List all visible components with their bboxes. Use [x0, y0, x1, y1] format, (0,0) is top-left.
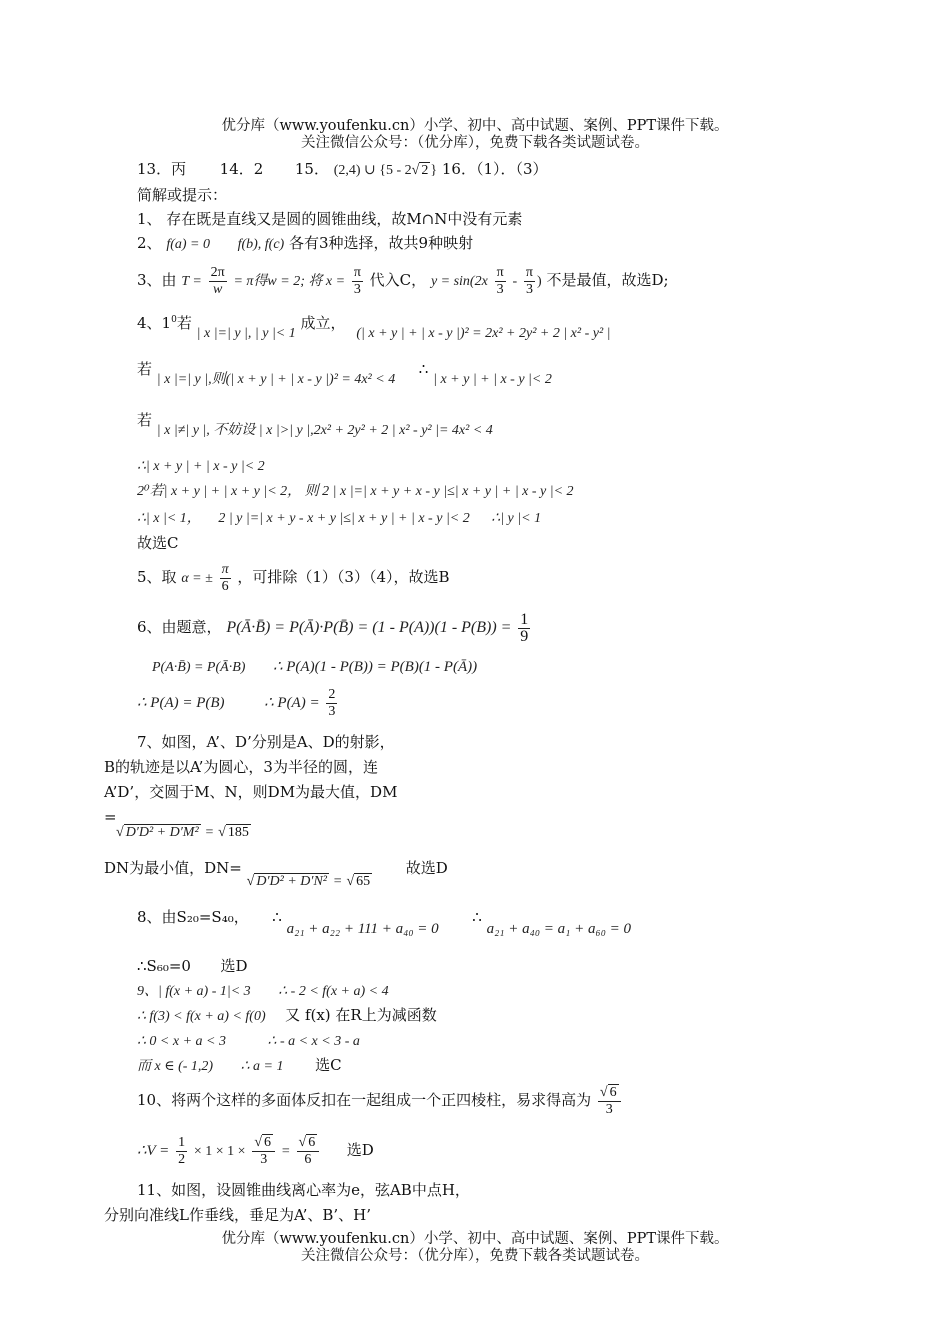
s4-equation-1: (| x + y | + | x - y |)² = 2x² + 2y² + 2 | x² - y² | — [356, 326, 611, 341]
s8-select: 选D — [220, 957, 248, 975]
s10-equals: = — [281, 1144, 290, 1159]
s6-line-3 — [137, 683, 339, 722]
s3-math-4: - — [512, 274, 518, 289]
s7-select: 故选D — [405, 859, 448, 877]
s9-line-3 — [137, 1031, 360, 1051]
s8-therefore-2: ∴ — [472, 908, 482, 926]
s7-equals-1: = — [205, 825, 214, 840]
s3-fraction-4: $\frac{\pi}{3}$ — [525, 264, 533, 297]
s2-text: 各有3种选择，故共9种映射 — [289, 234, 474, 252]
solution-1: 1、 存在既是直线又是圆的圆锥曲线，故M∩N中没有元素 — [137, 210, 523, 228]
s4-line-7: 故选C — [137, 534, 179, 552]
s10-text: 10、将两个这样的多面体反扣在一起组成一个正四棱柱，易求得高为 — [137, 1091, 592, 1109]
s5-label: 5、取 — [137, 568, 177, 586]
s4-l6-b: 2 | y |=| x + y - x + y |≤| x + y | + | x - y |< 2 — [218, 511, 470, 526]
s7-line-1: 7、如图，A’、D’分别是A、D的射影， — [137, 733, 395, 751]
s4-l6-a: ∴| x |< 1， — [137, 511, 201, 526]
answer-14: 14．2 — [219, 160, 264, 178]
s4-line-6 — [137, 508, 541, 528]
s8-label: 8、由S₂₀=S₄₀， — [137, 908, 249, 926]
s7-line-5 — [104, 859, 448, 889]
s3-math-3: y = sin(2x — [430, 274, 488, 289]
s4-line-4: ∴| x + y | + | x - y |< 2 — [137, 459, 265, 474]
s10-select: 选D — [346, 1141, 374, 1159]
s4-cheng: 成立， — [300, 314, 346, 332]
s4-l3-ruo: 若 — [137, 411, 153, 429]
s4-l2-math-2: | x + y | + | x - y |< 2 — [433, 372, 552, 387]
answer-15-math: (2,4) ∪ {5 - 2 — [333, 163, 412, 178]
s6-math-5: ∴ P(A) = — [264, 695, 320, 711]
s10-line-2 — [137, 1130, 374, 1172]
s8-therefore-1: ∴ — [272, 908, 282, 926]
answer-row — [137, 160, 548, 180]
s4-line-1 — [137, 311, 611, 341]
s6-math-1: P(Ā·B̄) = P(Ā)·P(B̄) = (1 - P(A))(1 - P(B)) = — [226, 619, 512, 636]
hint-title: 简解或提示： — [137, 186, 228, 204]
s8-line-2 — [137, 957, 248, 975]
s6-math-2: P(A·B̄) = P(Ā·B) — [152, 660, 246, 675]
answer-16: 16．（1）．（3） — [441, 160, 548, 178]
s3-label: 3、由 — [137, 271, 177, 289]
s9-l1-b: ∴ - 2 < f(x + a) < 4 — [278, 984, 389, 999]
s7-line-2: B的轨迹是以A’为圆心，3为半径的圆，连 — [104, 758, 378, 776]
s6-line-1 — [137, 607, 532, 648]
footer-line-1: 优分库（www.youfenku.cn）小学、初中、高中试题、案例、PPT课件下载。 — [221, 1231, 729, 1247]
s11-line-2: 分别向准线L作垂线，垂足为A’、B’、H’ — [104, 1206, 371, 1224]
answer-15-sqrt: √ 2 — [411, 163, 429, 178]
s4-l2-ruo: 若 — [137, 360, 153, 378]
s3-fraction-3: $\frac{\pi}{3}$ — [496, 264, 504, 297]
s3-math-5: ) — [536, 274, 542, 289]
s7-equals-2: = — [333, 874, 342, 889]
s7-sqrt-4: √ 65 — [346, 874, 371, 889]
s6-line-2 — [152, 657, 477, 677]
s7-line-4: = — [104, 808, 117, 826]
s10-fraction-c: $\frac{√ 6}{6}$ — [297, 1135, 320, 1168]
s6-fraction: $\frac{1}{9}$ — [520, 610, 529, 645]
s3-text-2: 不是最值，故选D; — [546, 271, 669, 289]
s4-l2-math: | x |=| y |,则(| x + y | + | x - y |)² = 4x² < 4 — [156, 372, 396, 387]
s10-height-fraction: $\frac{√ 6}{3}$ — [598, 1085, 621, 1118]
s4-line-5: 2⁰若| x + y | + | x + y |< 2， 则 2 | x |=| x + y + x - y |≤| x + y | + | x - y |< 2 — [137, 484, 574, 499]
s9-select: 选C — [315, 1056, 342, 1074]
s8-math-1: a₂₁ + a₂₂ + 111 + a₄₀ = 0 — [286, 921, 439, 937]
s7-sqrt-2: √ 185 — [218, 825, 249, 840]
s7-sqrt-1: √ D′D² + D′M² — [116, 825, 199, 840]
s6-math-3: ∴ P(A)(1 - P(B)) = P(B)(1 - P(Ā)) — [272, 659, 478, 675]
s9-l2-b: 又 f(x) 在R上为减函数 — [285, 1006, 437, 1024]
s10-fraction-b: $\frac{√ 6}{3}$ — [252, 1135, 275, 1168]
s3-math-1: T = — [181, 274, 202, 289]
s9-line-2 — [137, 1006, 437, 1026]
s4-head: 4、1 — [137, 314, 172, 332]
s4-line-2 — [137, 360, 552, 387]
s4-sup: 0 — [171, 315, 177, 325]
s6-fraction-2: $\frac{2}{3}$ — [328, 686, 336, 719]
s7-sqrt-3: √ D′D² + D′N² — [246, 874, 327, 889]
s4-ruo: 若 — [176, 314, 192, 332]
s3-text-1: 代入C， — [369, 271, 427, 289]
s4-line-3 — [137, 411, 493, 438]
s2-math-2: f(b), f(c) — [237, 237, 285, 252]
solution-5 — [137, 558, 450, 598]
s5-text: ，可排除（1）（3）（4），故选B — [237, 568, 450, 586]
s3-fraction-1: $\frac{2\pi}{w}$ — [210, 264, 225, 297]
s5-fraction: $\frac{\pi}{6}$ — [221, 561, 229, 594]
solution-2 — [137, 234, 473, 254]
s9-l3-a: ∴ 0 < x + a < 3 — [137, 1034, 226, 1049]
s4-l2-therefore: ∴ — [418, 360, 429, 378]
s4-l3-math: | x |≠| y |, 不妨设 | x |>| y |,2x² + 2y² + 2 | x² - y² |= 4x² < 4 — [156, 423, 493, 438]
s2-label: 2、 — [137, 234, 162, 252]
s9-l1-a: 9、| f(x + a) - 1|< 3 — [137, 984, 251, 999]
s7-dm-formula — [116, 822, 251, 842]
s10-volume: ∴V = — [137, 1143, 170, 1159]
s9-line-4 — [137, 1056, 342, 1076]
s8-s60: ∴S₆₀=0 — [137, 957, 191, 975]
answer-13: 13．丙 — [137, 160, 187, 178]
s8-line-1 — [137, 908, 632, 937]
s11-line-1: 11、如图，设圆锥曲线离心率为e，弦AB中点H， — [137, 1181, 470, 1199]
s3-math-2: = π得w = 2; 将 x = — [233, 274, 346, 289]
s9-l4-b: ∴ a = 1 — [240, 1059, 284, 1074]
s9-l4-a: 而 x ∈ (- 1,2) — [137, 1059, 214, 1074]
s9-l2-a: ∴ f(3) < f(x + a) < f(0) — [137, 1009, 266, 1024]
s4-l6-c: ∴| y |< 1 — [491, 511, 542, 526]
header-line-2: 关注微信公众号：（优分库），免费下载各类试题试卷。 — [301, 135, 649, 151]
s10-fraction-a: $\frac{1}{2}$ — [178, 1134, 186, 1167]
s4-condition: | x |=| y |, | y |< 1 — [196, 326, 296, 341]
s7-line-3: A’D’，交圆于M、N，则DM为最大值，DM — [104, 783, 398, 801]
s10-times: × 1 × 1 × — [193, 1144, 246, 1159]
s6-label: 6、由题意， — [137, 618, 222, 636]
answer-15-label: 15． — [294, 160, 329, 178]
s10-line-1 — [137, 1080, 623, 1120]
s8-math-2: a₂₁ + a₄₀ = a₁ + a₆₀ = 0 — [486, 921, 632, 937]
s2-math-1: f(a) = 0 — [166, 237, 210, 252]
s9-l3-b: ∴ - a < x < 3 - a — [267, 1034, 360, 1049]
solution-3 — [137, 262, 669, 300]
s5-math: α = ± — [181, 571, 213, 586]
s7-dn-label: DN为最小值，DN= — [104, 859, 242, 877]
answer-15-close: } — [430, 163, 438, 178]
s6-math-4: ∴ P(A) = P(B) — [137, 695, 225, 711]
footer-line-2: 关注微信公众号：（优分库），免费下载各类试题试卷。 — [301, 1248, 649, 1264]
s3-fraction-2: $\frac{\pi}{3}$ — [353, 264, 361, 297]
s9-line-1 — [137, 981, 389, 1001]
header-line-1: 优分库（www.youfenku.cn）小学、初中、高中试题、案例、PPT课件下载。 — [221, 118, 729, 134]
